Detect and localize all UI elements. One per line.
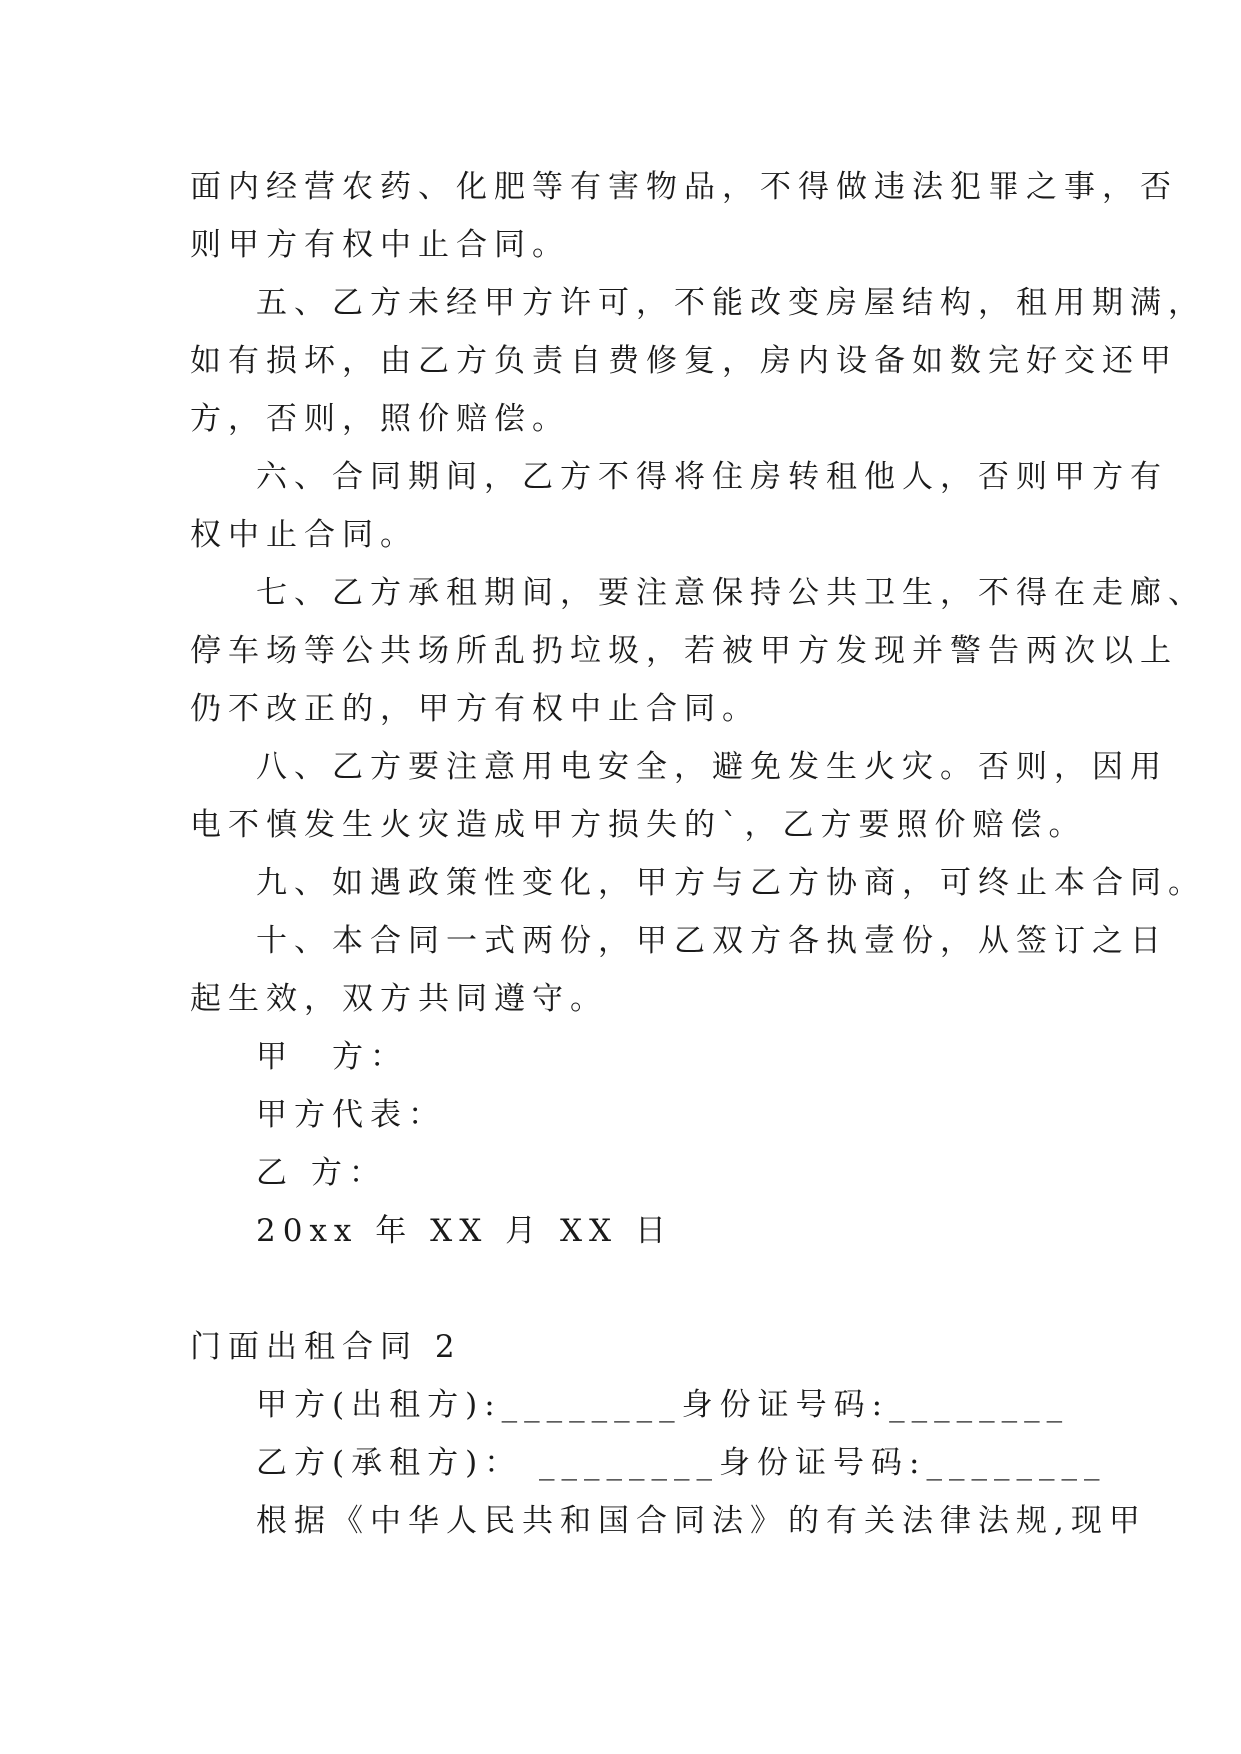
clause-5-line-1: 五、乙方未经甲方许可，不能改变房屋结构，租用期满， — [256, 285, 1206, 321]
clause-5-line-2: 如有损坏，由乙方负责自费修复，房内设备如数完好交还甲 — [190, 343, 1178, 379]
clause-7-line-2: 停车场等公共场所乱扔垃圾，若被甲方发现并警告两次以上 — [190, 633, 1178, 669]
signature-party-a: 甲 方： — [256, 1039, 408, 1075]
clause-5-line-3: 方，否则，照价赔偿。 — [190, 401, 570, 437]
contract-intro-line: 根据《中华人民共和国合同法》的有关法律法规,现甲 — [256, 1503, 1147, 1539]
lessor-info-line: 甲方(出租方):________身份证号码:________ — [256, 1387, 1070, 1423]
document-content — [190, 158, 1206, 1550]
clause-8-line-2: 电不慎发生火灾造成甲方损失的`，乙方要照价赔偿。 — [190, 807, 1087, 843]
signature-party-b: 乙 方： — [256, 1155, 387, 1191]
lessee-info-line: 乙方(承租方)： ________身份证号码:________ — [256, 1445, 1107, 1481]
clause-4-continued-line-1: 面内经营农药、化肥等有害物品，不得做违法犯罪之事，否 — [190, 169, 1178, 205]
second-contract-title: 门面出租合同 2 — [190, 1329, 462, 1365]
clause-4-continued-line-2: 则甲方有权中止合同。 — [190, 227, 570, 263]
clause-7-line-1: 七、乙方承租期间，要注意保持公共卫生，不得在走廊、 — [256, 575, 1206, 611]
clause-7-line-3: 仍不改正的，甲方有权中止合同。 — [190, 691, 760, 727]
clause-6-line-1: 六、合同期间，乙方不得将住房转租他人，否则甲方有 — [256, 459, 1168, 495]
section-spacer — [190, 1260, 1070, 1318]
clause-10-line-2: 起生效，双方共同遵守。 — [190, 981, 608, 1017]
clause-8-line-1: 八、乙方要注意用电安全，避免发生火灾。否则，因用 — [256, 749, 1168, 785]
clause-10-line-1: 十、本合同一式两份，甲乙双方各执壹份，从签订之日 — [256, 923, 1168, 959]
clause-6-line-2: 权中止合同。 — [190, 517, 418, 553]
signature-party-a-representative: 甲方代表： — [256, 1097, 446, 1133]
clause-9-line-1: 九、如遇政策性变化，甲方与乙方协商，可终止本合同。 — [256, 865, 1206, 901]
signature-date: 20xx 年 XX 月 XX 日 — [256, 1213, 673, 1249]
